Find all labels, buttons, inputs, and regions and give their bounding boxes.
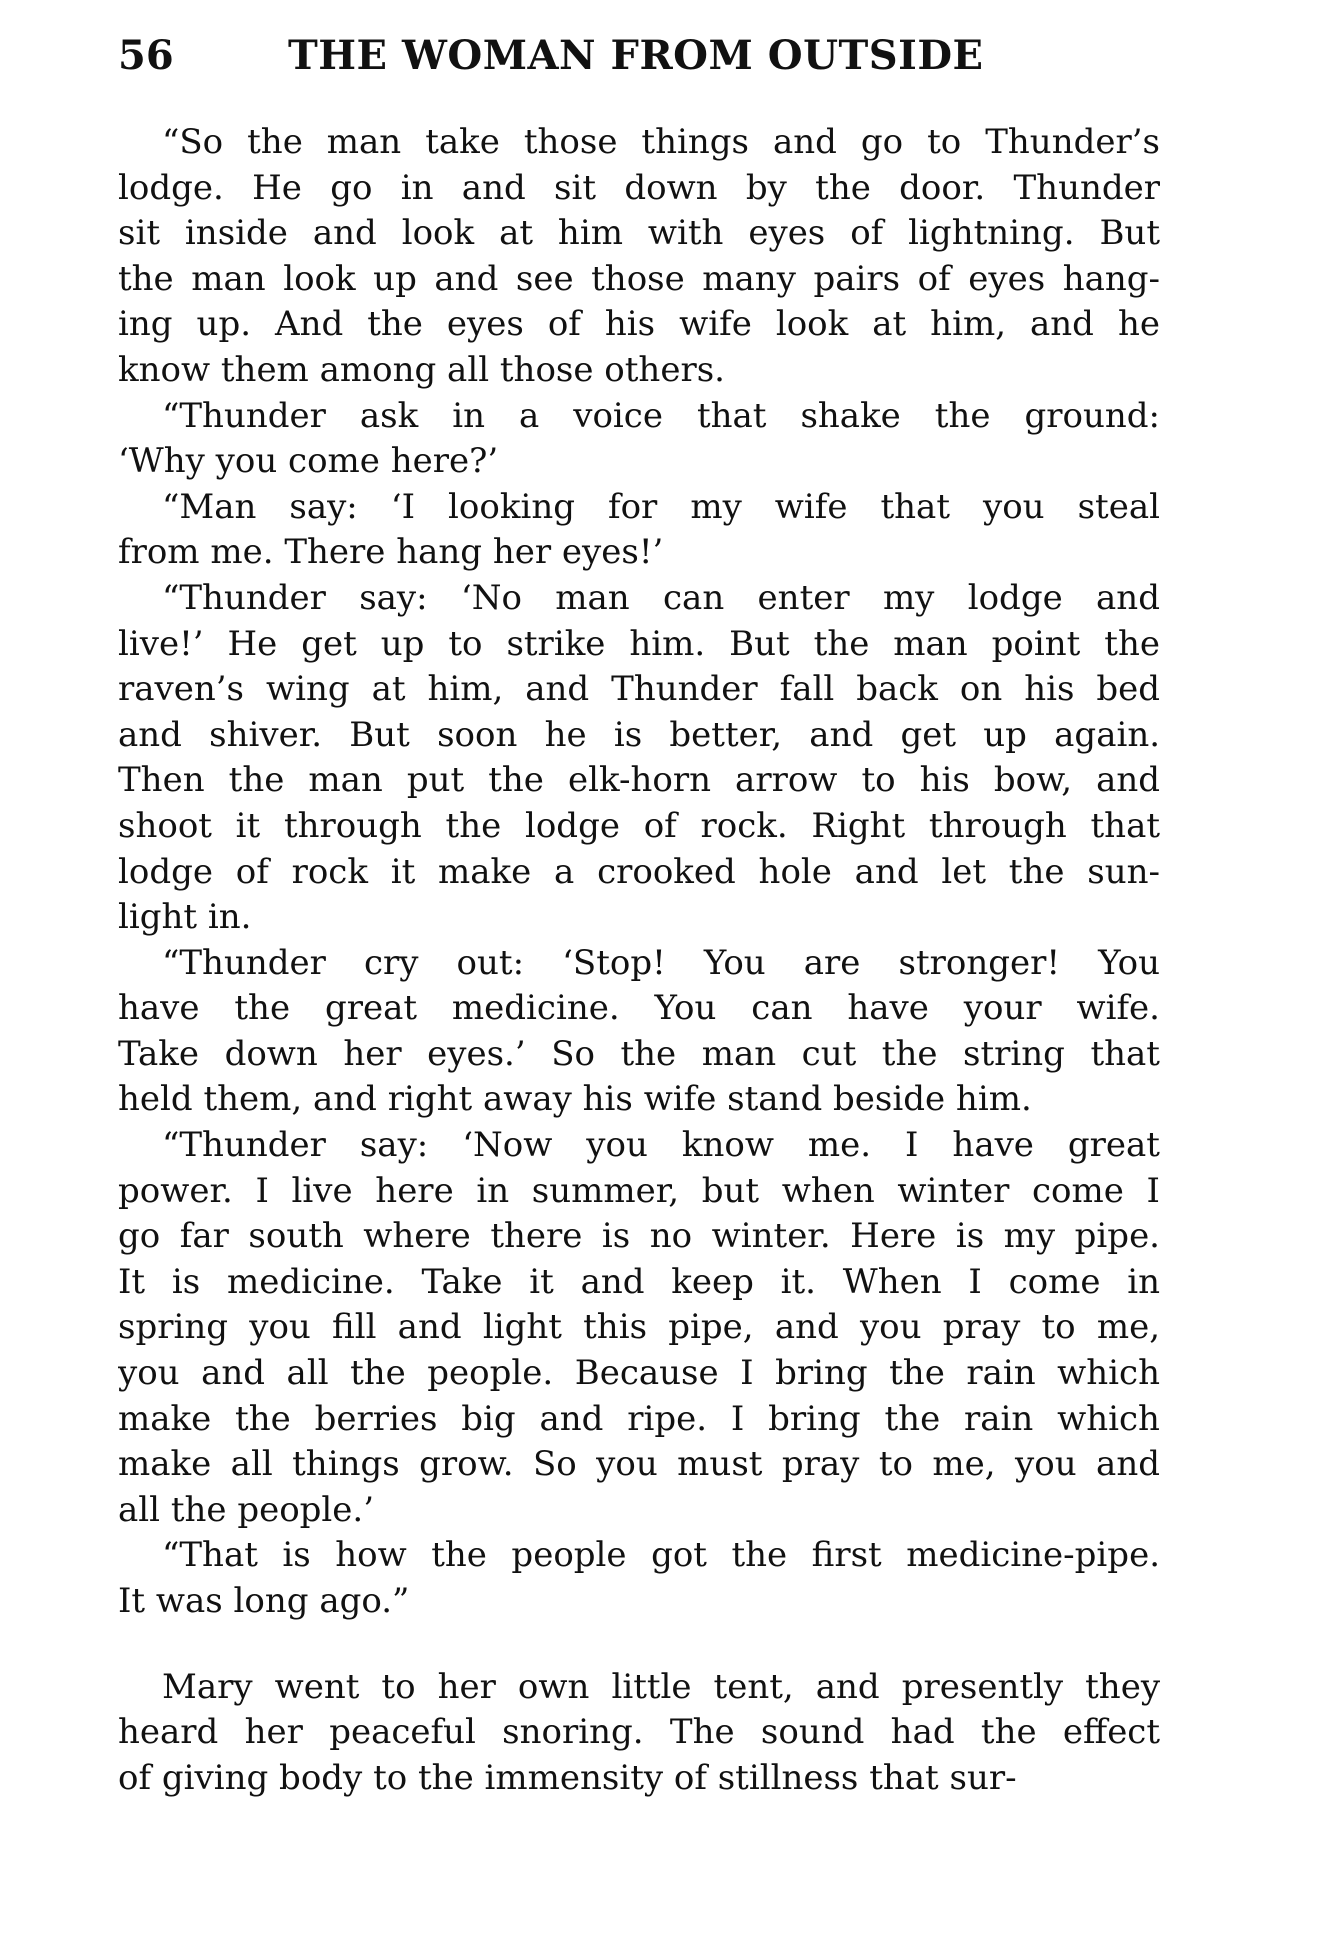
text-line: live!’ He get up to strike him. But the man point the bbox=[118, 623, 1160, 664]
text-line: held them, and right away his wife stand beside him. bbox=[118, 1079, 1032, 1120]
paragraph-man-says bbox=[118, 485, 1160, 576]
text-line: know them among all those others. bbox=[118, 349, 725, 390]
paragraph-thunder-cries bbox=[118, 941, 1160, 1123]
paragraph-mary-tent bbox=[118, 1665, 1160, 1802]
text-line: “Thunder ask in a voice that shake the ground: bbox=[162, 395, 1160, 436]
paragraph-no-man-can-enter bbox=[118, 576, 1160, 941]
paragraph-thunders-lodge bbox=[118, 120, 1160, 394]
text-line: sit inside and look at him with eyes of lightning. But bbox=[118, 213, 1160, 254]
text-line: all the people.’ bbox=[118, 1489, 375, 1530]
text-line: It was long ago.” bbox=[118, 1581, 410, 1621]
text-line: Mary went to her own little tent, and presently they bbox=[162, 1666, 1160, 1707]
text-line: Take down her eyes.’ So the man cut the string that bbox=[118, 1033, 1160, 1074]
text-line: you and all the people. Because I bring the rain which bbox=[118, 1353, 1160, 1394]
paragraph-now-you-know-me bbox=[118, 1123, 1160, 1533]
text-line: ing up. And the eyes of his wife look at him, and he bbox=[118, 304, 1160, 345]
text-line: ‘Why you come here?’ bbox=[118, 441, 499, 482]
text-line: “That is how the people got the first medicine-pipe. bbox=[162, 1535, 1160, 1576]
running-head bbox=[118, 26, 1168, 86]
section-break bbox=[118, 1625, 1160, 1665]
text-line: light in. bbox=[118, 897, 252, 938]
text-line: make all things grow. So you must pray to me, you and bbox=[118, 1444, 1160, 1485]
text-line: lodge. He go in and sit down by the door. Thunder bbox=[118, 167, 1160, 208]
paragraph-thunder-asks bbox=[118, 394, 1160, 485]
text-line: “Thunder say: ‘No man can enter my lodge and bbox=[162, 577, 1160, 618]
text-line: “Thunder cry out: ‘Stop! You are stronger! You bbox=[162, 942, 1160, 983]
text-line: and shiver. But soon he is better, and get up again. bbox=[118, 714, 1160, 755]
text-line: raven’s wing at him, and Thunder fall back on his bed bbox=[118, 669, 1160, 710]
text-line: spring you fill and light this pipe, and you pray to me, bbox=[118, 1307, 1160, 1348]
text-line: make the berries big and ripe. I bring the rain which bbox=[118, 1398, 1160, 1439]
text-line: “Thunder say: ‘Now you know me. I have great bbox=[162, 1125, 1160, 1166]
text-line: “So the man take those things and go to Thunder’s bbox=[162, 122, 1160, 162]
text-line: “Man say: ‘I looking for my wife that you steal bbox=[162, 486, 1160, 527]
text-line: from me. There hang her eyes!’ bbox=[118, 532, 664, 573]
page-number: 56 bbox=[118, 32, 174, 79]
text-line: heard her peaceful snoring. The sound had the effect bbox=[118, 1712, 1160, 1753]
body-text bbox=[118, 120, 1160, 1801]
text-line: the man look up and see those many pairs of eyes hang- bbox=[118, 258, 1160, 299]
text-line: Then the man put the elk-horn arrow to his bow, and bbox=[118, 760, 1160, 801]
paragraph-first-medicine-pipe bbox=[118, 1533, 1160, 1624]
running-title: THE WOMAN FROM OUTSIDE bbox=[288, 32, 984, 79]
text-line: lodge of rock it make a crooked hole and let the sun- bbox=[118, 851, 1160, 892]
text-line: power. I live here in summer, but when winter come I bbox=[118, 1170, 1160, 1211]
text-line: go far south where there is no winter. Here is my pipe. bbox=[118, 1216, 1160, 1257]
text-line: have the great medicine. You can have your wife. bbox=[118, 988, 1160, 1029]
text-line: It is medicine. Take it and keep it. When I come in bbox=[118, 1261, 1160, 1302]
text-line: shoot it through the lodge of rock. Right through that bbox=[118, 805, 1160, 846]
text-line: of giving body to the immensity of stillness that sur- bbox=[118, 1757, 1017, 1798]
